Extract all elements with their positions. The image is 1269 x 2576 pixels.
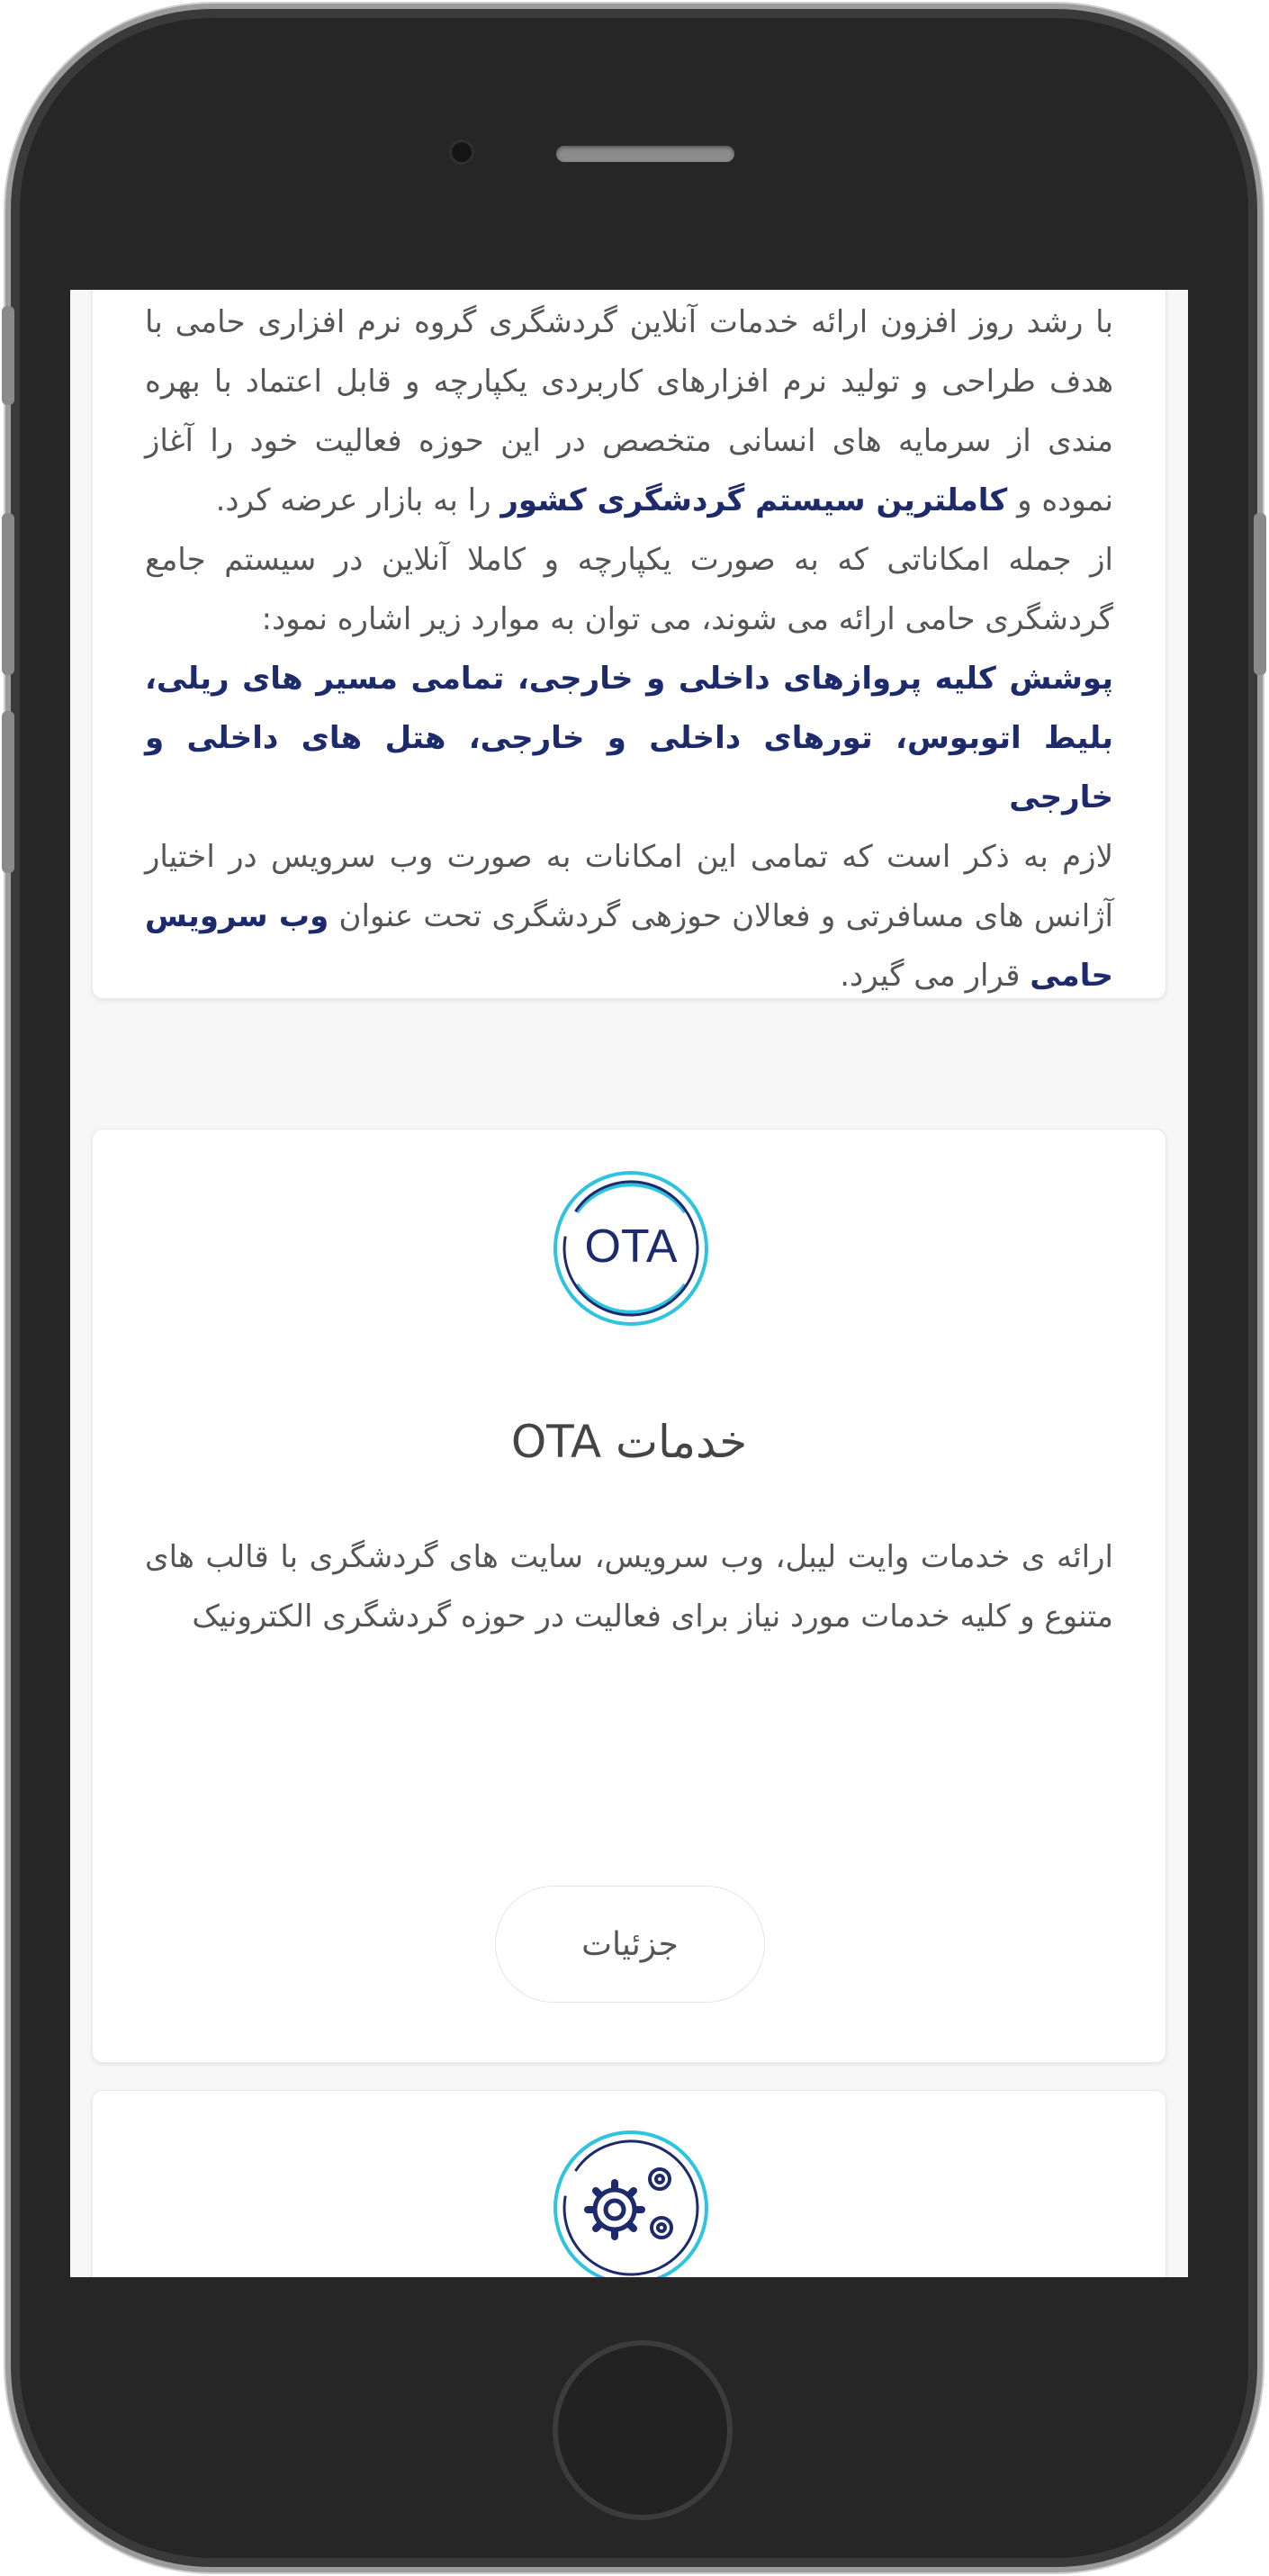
front-camera — [452, 142, 472, 162]
intro-text-span: با رشد روز افزون ارائه خدمات آنلاین گردشگری گروه نرم افزاری حامی با هدف طراحی و تولید نرم افزارهای کاربردی یکپارچه و قابل اعتماد با بهره مندی از سرمایه های انسانی متخصص در این حوزه فعالیت خود را آغاز نموده و — [145, 304, 1113, 518]
home-button[interactable] — [553, 2340, 733, 2520]
ota-logo-text: OTA — [584, 1220, 678, 1273]
intro-text-span: لازم به ذکر است که تمامی این امکانات به صورت وب سرویس در اختیار آژانس های مسافرتی و فعالان حوزهی گردشگری تحت عنوان — [145, 839, 1114, 934]
phone-screen — [70, 290, 1188, 2277]
ota-card-title: خدمات OTA — [510, 1416, 748, 1468]
intro-highlight-webservice: وب سرویس حامی — [145, 898, 1113, 994]
intro-card — [92, 290, 1166, 999]
mute-switch — [2, 306, 14, 405]
volume-down-button — [2, 711, 14, 873]
power-button — [1254, 513, 1266, 675]
intro-highlight-system: کاملترین سیستم گردشگری کشور — [500, 482, 1008, 518]
development-service-card — [92, 2090, 1166, 2277]
ota-service-card — [92, 1129, 1166, 2063]
ota-logo-icon — [550, 1167, 712, 1329]
ota-card-description: ارائه ی خدمات وایت لیبل، وب سرویس، سایت های گردشگری با قالب های متنوع و کلیه خدمات مورد نیاز برای فعالیت در حوزه گردشگری الکترونیک — [145, 1539, 1113, 1635]
gears-icon — [550, 2127, 712, 2277]
intro-text-span: قرار می گیرد. — [840, 958, 1030, 994]
volume-up-button — [2, 513, 14, 675]
earpiece-speaker — [556, 146, 734, 162]
intro-paragraph-2: از جمله امکاناتی که به صورت یکپارچه و کاملا آنلاین در سیستم جامع گردشگری حامی ارائه می شوند، می توان به موارد زیر اشاره نمود: — [145, 542, 1113, 637]
ota-details-button[interactable]: جزئیات — [495, 1886, 765, 2003]
intro-text — [145, 293, 1113, 1005]
intro-paragraph-1 — [145, 293, 1113, 530]
intro-services-list: پوشش کلیه پروازهای داخلی و خارجی، تمامی مسیر های ریلی، بلیط اتوبوس، تورهای داخلی و خارجی، هتل های داخلی و خارجی — [145, 661, 1113, 815]
intro-text-span: را به بازار عرضه کرد. — [215, 482, 501, 518]
intro-paragraph-4 — [145, 827, 1113, 1005]
